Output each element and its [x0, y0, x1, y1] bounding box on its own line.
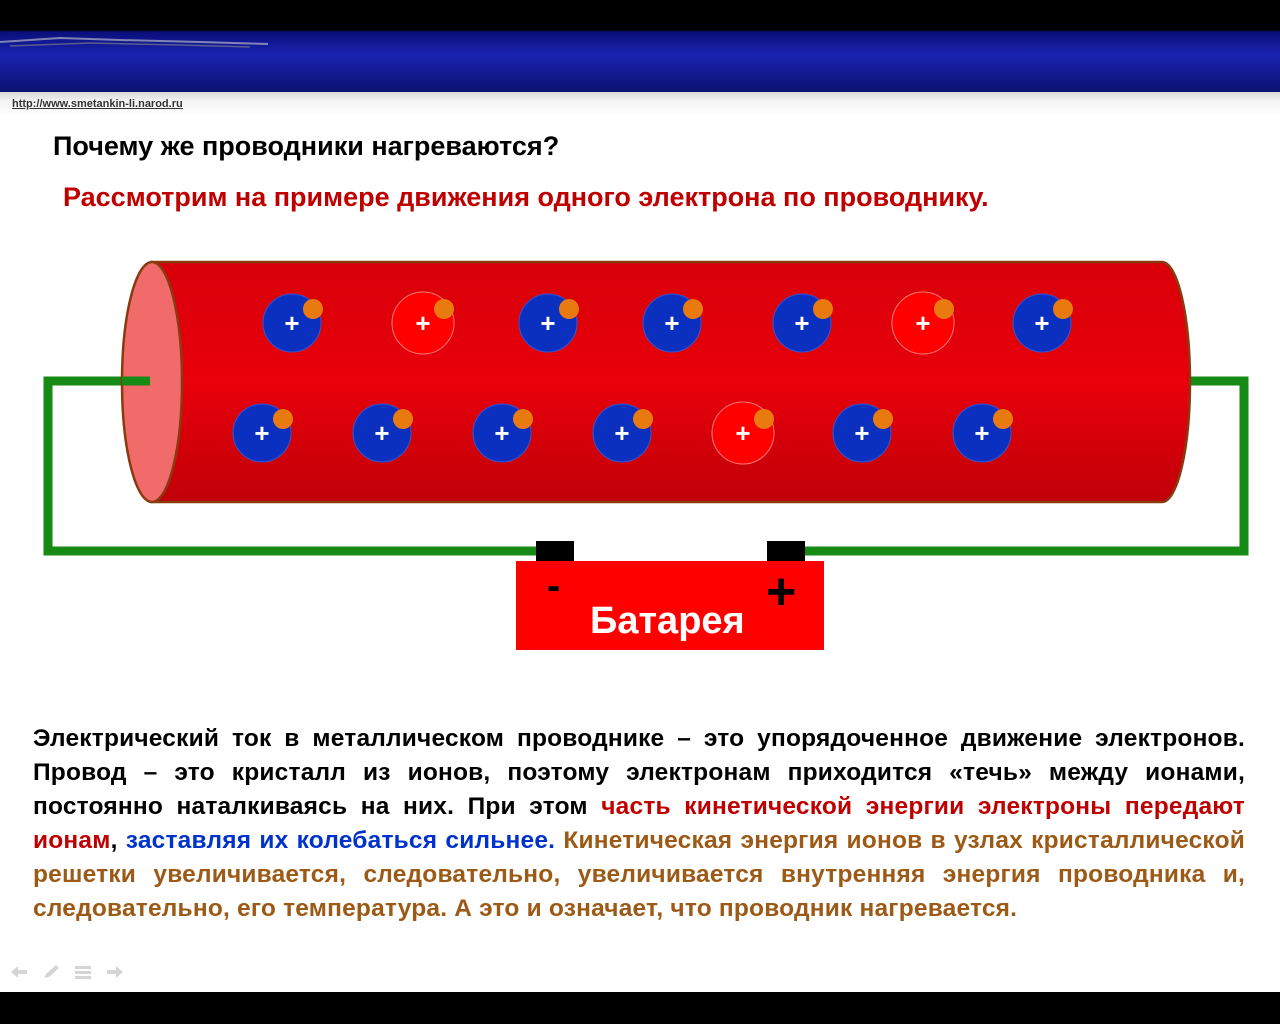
slide-subtitle: Рассмотрим на примере движения одного электрона по проводнику.: [63, 182, 989, 212]
ion-charge-label: +: [254, 418, 270, 448]
banner-logo-icon: [0, 30, 270, 54]
battery-plus-sign: +: [766, 563, 797, 621]
back-arrow-icon[interactable]: [8, 963, 30, 981]
battery-terminal-positive: [767, 541, 805, 561]
electron: [434, 299, 454, 319]
ion-charge-label: +: [494, 418, 510, 448]
ion-charge-label: +: [540, 308, 556, 338]
explanation-comma: ,: [110, 827, 126, 854]
ion-charge-label: +: [664, 308, 680, 338]
electron: [633, 409, 653, 429]
battery-terminal-negative: [536, 541, 574, 561]
forward-arrow-icon[interactable]: [104, 963, 126, 981]
electron: [683, 299, 703, 319]
ion-charge-label: +: [374, 418, 390, 448]
battery-label: Батарея: [590, 600, 745, 642]
electron: [513, 409, 533, 429]
site-url-link[interactable]: http://www.smetankin-li.narod.ru: [12, 98, 183, 110]
electron: [273, 409, 293, 429]
slide-title: Почему же проводники нагреваются?: [53, 131, 560, 161]
slide-nav-controls: [8, 962, 126, 982]
ion-charge-label: +: [974, 418, 990, 448]
explanation-highlight-red: часть кинетической энергии электроны передают ионам: [33, 793, 1245, 854]
electron: [559, 299, 579, 319]
ion-charge-label: +: [794, 308, 810, 338]
ion-charge-label: +: [614, 418, 630, 448]
ion-charge-label: +: [415, 308, 431, 338]
electron: [303, 299, 323, 319]
ion-excited: [392, 292, 454, 354]
explanation-highlight-blue: заставляя их колебаться сильнее.: [125, 827, 556, 854]
electron: [754, 409, 774, 429]
pen-icon[interactable]: [40, 963, 62, 981]
ion-charge-label: +: [854, 418, 870, 448]
ion-excited: [892, 292, 954, 354]
ion-charge-label: +: [1034, 308, 1050, 338]
electron: [393, 409, 413, 429]
explanation-text-1: Электрический ток в металлическом проводнике – это упорядоченное движение электронов. Провод – это кристалл из ионов, поэтому электронам приходится «течь» между ионами, постоянно наталкиваясь на них. При этом: [33, 725, 1245, 820]
header-banner: [0, 0, 1280, 92]
electron: [813, 299, 833, 319]
ion-excited: [712, 402, 774, 464]
electron: [934, 299, 954, 319]
electron: [1053, 299, 1073, 319]
battery-minus-sign: -: [547, 564, 561, 608]
electron: [873, 409, 893, 429]
electron: [993, 409, 1013, 429]
explanation-paragraph: [33, 722, 1245, 926]
explanation-highlight-brown: Кинетическая энергия ионов в узлах кристаллической решетки увеличивается, следовательно, увеличивается внутренняя энергия проводника и, следовательно, его температура. А это и означает, что проводник нагревается.: [33, 827, 1246, 922]
ion-charge-label: +: [915, 308, 931, 338]
url-bar: [0, 92, 1280, 116]
menu-icon[interactable]: [72, 963, 94, 981]
ion-charge-label: +: [735, 418, 751, 448]
ion-charge-label: +: [284, 308, 300, 338]
